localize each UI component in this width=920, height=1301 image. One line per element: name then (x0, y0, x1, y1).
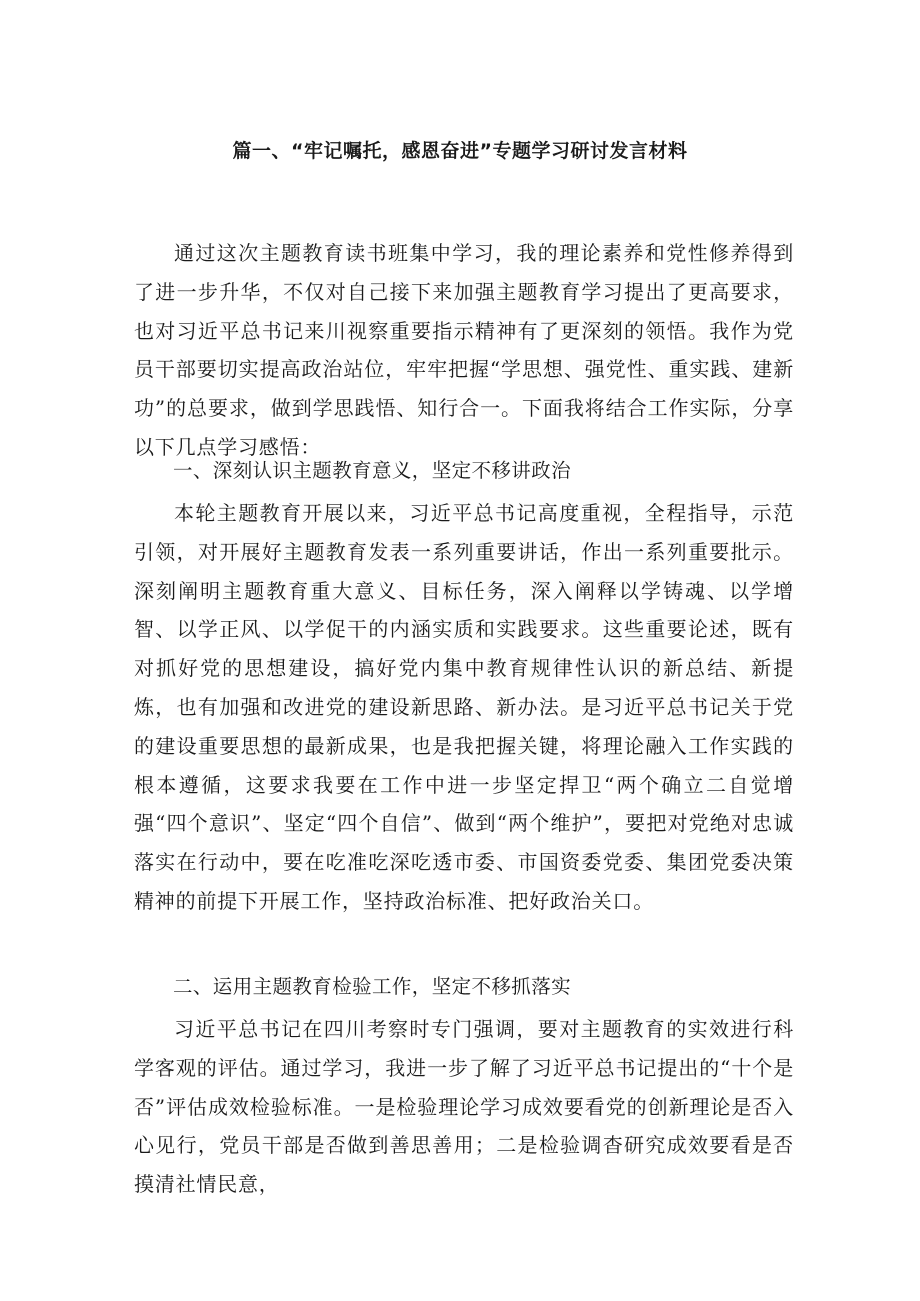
section2-body-block (134, 1010, 794, 1204)
section1-body-block (134, 494, 794, 921)
section2-heading-block (134, 968, 794, 1007)
section2-heading: 二、运用主题教育检验工作，坚定不移抓落实 (173, 975, 572, 998)
section1-paragraph: 本轮主题教育开展以来，习近平总书记高度重视，全程指导，示范引领，对开展好主题教育发表一系列重要讲话，作出一系列重要批示。深刻阐明主题教育重大意义、目标任务，深入阐释以学铸魂、以学增智、以学正风、以学促干的内涵实质和实践要求。这些重要论述，既有对抓好党的思想建设，搞好党内集中教育规律性认识的新总结、新提炼，也有加强和改进党的建设新思路、新办法。是习近平总书记关于党的建设重要思想的最新成果，也是我把握关键，将理论融入工作实践的根本遵循，这要求我要在工作中进一步坚定捍卫“两个确立二自觉增强“四个意识”、坚定“四个自信”、做到“两个维护”，要把对党绝对忠诚落实在行动中，要在吃准吃深吃透市委、市国资委党委、集团党委决策精神的前提下开展工作，坚持政治标准、把好政治关口。 (134, 501, 794, 913)
intro-paragraph: 通过这次主题教育读书班集中学习，我的理论素养和党性修养得到了进一步升华，不仅对自己接下来加强主题教育学习提出了更高要求，也对习近平总书记来川视察重要指示精神有了更深刻的领悟。我作为党员干部要切实提高政治站位，牢牢把握“学思想、强党性、重实践、建新功”的总要求，做到学思践悟、知行合一。下面我将结合工作实际，分享以下几点学习感悟： (134, 241, 794, 459)
section1-heading-block (134, 452, 794, 491)
section2-paragraph: 习近平总书记在四川考察时专门强调，要对主题教育的实效进行科学客观的评估。通过学习，我进一步了解了习近平总书记提出的“十个是否”评估成效检验标准。一是检验理论学习成效要看党的创新理论是否入心见行，党员干部是否做到善思善用；二是检验调杳研究成效要看是否摸清社情民意， (134, 1017, 794, 1197)
section1-heading: 一、深刻认识主题教育意义，坚定不移讲政治 (173, 459, 572, 482)
intro-block (134, 234, 794, 467)
document-title: 篇一、“牢记嘱托，感恩奋进”专题学习研讨发言材料 (232, 140, 688, 162)
